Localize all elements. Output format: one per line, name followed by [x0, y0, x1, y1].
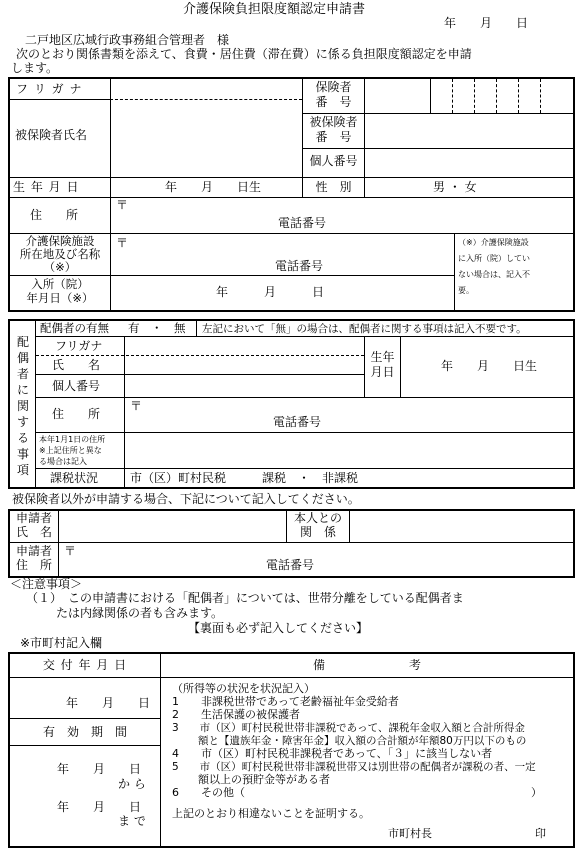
- spouse-my-number-field[interactable]: [126, 376, 362, 396]
- status-item-3: 3 市（区）町村民税世帯非課税であって、課税年金収入額と合計所得金: [172, 722, 525, 734]
- jan1-label-3: る場合は記入: [39, 457, 87, 466]
- birth-date-label: 生 年 月 日: [13, 180, 80, 194]
- facility-phone-label: 電話番号: [275, 259, 324, 273]
- facility-note-4: 要。: [458, 286, 474, 295]
- my-number-label: 個人番号: [309, 154, 358, 168]
- spouse-name-label: 氏 名: [52, 358, 101, 372]
- insured-number-label-1: 被保険者: [309, 115, 358, 129]
- document-title: 介護保険負担限度額認定申請書: [183, 2, 366, 17]
- applicant-address-label-1: 申請者: [15, 544, 52, 558]
- applicant-address-field[interactable]: [78, 544, 570, 575]
- valid-to-date[interactable]: 年 月 日: [57, 800, 142, 814]
- spouse-birth-field[interactable]: 年 月 日生: [441, 359, 538, 373]
- admission-label-2: 年月日（※）: [26, 291, 94, 305]
- intro-text-1: 次のとおり関係書類を添えて、食費・居住費（滞在費）に係る負担限度額認定を申請: [16, 47, 472, 61]
- furigana-label: フ リ ガ ナ: [16, 82, 83, 96]
- insured-name-label: 被保険者氏名: [15, 128, 88, 142]
- valid-period-label: 有 効 期 間: [42, 725, 127, 739]
- notes-heading: ＜注意事項＞: [10, 577, 83, 591]
- status-item-5: 5 市（区）町村民税世帯非課税世帯又は別世帯の配偶者が課税の者、一定: [172, 761, 536, 773]
- insured-name-field[interactable]: [112, 101, 300, 175]
- certify-text: 上記のとおり相違ないことを証明する。: [172, 807, 370, 820]
- tax-status-field[interactable]: 市（区）町村民税 課税 ・ 非課税: [130, 471, 359, 485]
- admission-date-field[interactable]: 年 月 日: [216, 285, 325, 299]
- status-item-2: 2 生活保護の被保護者: [172, 708, 300, 721]
- spouse-furigana-field[interactable]: [126, 338, 362, 354]
- intro-text-2: します。: [11, 61, 59, 75]
- note-item-1-cont: たは内縁関係の者も含みます。: [56, 606, 224, 620]
- facility-note-2: に入所（院）してい: [458, 254, 530, 263]
- address-label: 住 所: [30, 208, 79, 222]
- has-spouse-field[interactable]: 有 ・ 無: [128, 321, 186, 335]
- birth-date-field[interactable]: 年 月 日生: [165, 180, 262, 194]
- spouse-postal-mark: 〒: [130, 399, 143, 413]
- applicant-intro: 被保険者以外が申請する場合、下記について記入してください。: [12, 492, 360, 506]
- insured-furigana-field[interactable]: [112, 80, 300, 98]
- applicant-name-label-1: 申請者: [15, 511, 52, 525]
- my-number-field[interactable]: [365, 149, 573, 177]
- spouse-furigana-label: フリガナ: [55, 339, 103, 353]
- jan1-address-field[interactable]: [126, 434, 570, 467]
- relation-field[interactable]: [351, 511, 571, 541]
- facility-postal-mark: 〒: [116, 236, 129, 250]
- seal-label: 印: [535, 827, 546, 840]
- sex-label: 性 別: [315, 180, 352, 194]
- back-side-notice: 【裏面も必ず記入してください】: [188, 621, 369, 635]
- status-item-5-cont: 額以上の預貯金等がある者: [198, 773, 330, 786]
- spouse-birth-label-2: 月日: [370, 365, 395, 379]
- spouse-birth-label-1: 生年: [370, 350, 395, 364]
- sex-field[interactable]: 男 ・ 女: [433, 180, 477, 194]
- admission-label-1: 入所（院）: [31, 277, 89, 291]
- applicant-name-field[interactable]: [60, 511, 284, 541]
- relation-label-2: 関 係: [299, 525, 336, 539]
- facility-note-1: （※）介護保険施設: [458, 238, 529, 247]
- valid-to-label: ま で: [118, 814, 146, 828]
- spouse-side-label: 配 偶 者 に 関 す る 事 項: [16, 335, 29, 477]
- facility-label-1: 介護保険施設: [25, 234, 95, 248]
- spouse-address-field[interactable]: [144, 400, 569, 430]
- facility-label-2: 所在地及び名称: [19, 247, 101, 261]
- applicant-phone-label: 電話番号: [266, 558, 315, 572]
- insurer-number-field[interactable]: [431, 79, 573, 113]
- applicant-name-label-2: 氏 名: [15, 525, 52, 539]
- insurer-number-label-2: 番 号: [315, 95, 352, 109]
- phone-label: 電話番号: [278, 216, 327, 230]
- spouse-address-label: 住 所: [52, 407, 101, 421]
- insurer-number-label-1: 保険者: [315, 80, 352, 94]
- applicant-address-label-2: 住 所: [15, 558, 52, 572]
- municipal-heading: ※市町村記入欄: [20, 636, 103, 650]
- spouse-my-number-label: 個人番号: [52, 379, 101, 393]
- issue-date-field[interactable]: 年 月 日: [66, 696, 151, 710]
- postal-mark: 〒: [116, 198, 129, 212]
- relation-label-1: 本人との: [293, 511, 342, 525]
- facility-label-3: （※）: [43, 260, 77, 274]
- facility-note-3: ない場合は、記入不: [458, 270, 530, 279]
- jan1-label-1: 本年1月1日の住所: [39, 435, 106, 444]
- valid-from-label: か ら: [118, 777, 146, 791]
- facility-field[interactable]: [130, 236, 450, 274]
- has-spouse-label: 配偶者の有無: [40, 321, 109, 335]
- note-item-1: （１） この申請書における「配偶者」については、世帯分離をしている配偶者ま: [26, 591, 464, 605]
- address-field[interactable]: [130, 199, 570, 232]
- status-item-1: 1 非課税世帯であって老齢福祉年金受給者: [172, 695, 399, 708]
- status-item-4: 4 市（区）町村民税非課税者であって、「３」に該当しない者: [172, 747, 493, 760]
- insured-number-field[interactable]: [365, 114, 573, 148]
- insured-number-label-2: 番 号: [315, 130, 352, 144]
- application-date: 年 月 日: [444, 16, 529, 30]
- spouse-name-field[interactable]: [126, 357, 362, 373]
- applicant-postal-mark: 〒: [64, 544, 77, 558]
- spouse-phone-label: 電話番号: [273, 415, 322, 429]
- mayor-label: 市町村長: [388, 827, 432, 840]
- status-item-6[interactable]: 6 その他（ ）: [172, 786, 542, 799]
- remarks-label: 備 考: [312, 658, 421, 672]
- has-spouse-note: 左記において「無」の場合は、配偶者に関する事項は記入不要です。: [202, 323, 527, 335]
- valid-from-date[interactable]: 年 月 日: [57, 762, 142, 776]
- tax-status-label: 課税状況: [50, 471, 99, 485]
- addressee: 二戸地区広域行政事務組合管理者 様: [25, 33, 230, 47]
- jan1-label-2: ※上記住所と異な: [39, 446, 102, 455]
- issue-date-label: 交 付 年 月 日: [42, 658, 128, 672]
- status-heading: （所得等の状況を状況記入）: [172, 682, 315, 695]
- status-item-3-cont: 額と【遺族年金・障害年金】収入額の合計額が年額80万円以下のもの: [198, 735, 527, 747]
